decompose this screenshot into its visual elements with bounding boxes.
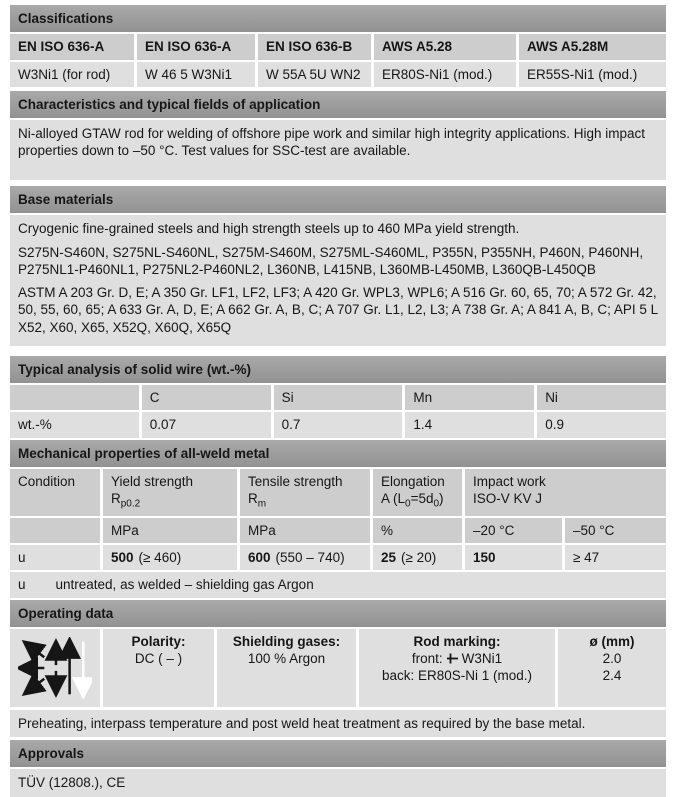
rod-marking-label: Rod marking:: [413, 633, 501, 649]
mech-yield-value: [103, 545, 237, 570]
mech-unit-empty: [10, 518, 100, 543]
elongation-paren: ): [439, 491, 444, 507]
shielding-gases-value: 100 % Argon: [247, 651, 326, 667]
diameter-label: ø (mm): [589, 633, 635, 649]
mech-impact20-value: 150: [465, 545, 562, 570]
impact-label: Impact work: [473, 473, 546, 489]
mech-unit-minus50: –50 °C: [565, 518, 666, 543]
yield-subscript: p0.2: [120, 498, 141, 510]
cross-mark-icon: [446, 652, 459, 665]
shielding-gases-label: Shielding gases:: [232, 633, 341, 649]
section-bar-operating: Operating data: [10, 600, 666, 627]
analysis-col-header: C: [142, 385, 271, 410]
mech-header-impact: [465, 469, 666, 516]
section-bar-mechanical: Mechanical properties of all-weld metal: [10, 440, 666, 467]
operating-rod-marking-cell: [359, 629, 555, 707]
section-bar-classifications: Classifications: [10, 5, 666, 32]
mech-header-yield: [103, 469, 237, 516]
approvals-value: TÜV (12808.), CE: [10, 769, 666, 796]
operating-positions-cell: [10, 629, 100, 707]
mech-header-tensile: [240, 469, 370, 516]
rod-front-value: W3Ni1: [461, 651, 503, 667]
classifications-value: W3Ni1 (for rod): [10, 62, 134, 87]
rod-front-prefix: front:: [411, 651, 443, 667]
classifications-value: ER80S-Ni1 (mod.): [374, 62, 516, 87]
classifications-table: [10, 34, 666, 87]
analysis-col-header: Mn: [405, 385, 534, 410]
classifications-value: ER55S-Ni1 (mod.): [519, 62, 666, 87]
mech-unit-mpa: MPa: [240, 518, 370, 543]
section-bar-base-materials: Base materials: [10, 186, 666, 213]
elongation-value-range: (≥ 20): [401, 550, 437, 565]
analysis-row-label: wt.-%: [10, 412, 139, 437]
analysis-table: [10, 385, 666, 438]
base-materials-paragraph: Cryogenic fine-grained steels and high strength steels up to 460 MPa yield strength.: [18, 221, 520, 237]
analysis-col-header: Si: [274, 385, 403, 410]
classifications-col-header: EN ISO 636-A: [10, 34, 134, 59]
analysis-value: 0.9: [537, 412, 666, 437]
operating-table: [10, 629, 666, 707]
operating-shielding-cell: [217, 629, 356, 707]
mech-header-condition: Condition: [10, 469, 100, 516]
base-materials-paragraph: ASTM A 203 Gr. D, E; A 350 Gr. LF1, LF2, LF3; A 420 Gr. WPL3, WPL6; A 516 Gr. 60, 65, 70; A 572 Gr. 42, 50, 55, 60, 65; A 633 Gr. A, D, E; A 662 Gr. A, B, C; A 707 Gr. L1, L2, L3; A 738 Gr. A; A 841 A, B, C; API 5 L X52, X60, X65, X52Q, X60Q, X65Q: [18, 285, 658, 335]
mech-footnote: [10, 572, 666, 597]
classifications-col-header: EN ISO 636-A: [137, 34, 255, 59]
elongation-sub0b: 0: [433, 498, 440, 510]
mech-impact50-value: ≥ 47: [565, 545, 666, 570]
mech-unit-minus20: –20 °C: [465, 518, 562, 543]
polarity-value: DC ( – ): [134, 651, 183, 667]
tensile-value-bold: 600: [248, 550, 271, 565]
diameter-value: 2.0: [602, 651, 622, 667]
section-bar-analysis: Typical analysis of solid wire (wt.-%): [10, 356, 666, 383]
classifications-value: W 46 5 W3Ni1: [137, 62, 255, 87]
elongation-sub0: 0: [405, 498, 411, 510]
rod-back-value: back: ER80S-Ni 1 (mod.): [381, 668, 533, 684]
yield-label: Yield strength: [111, 473, 194, 489]
tensile-subscript: m: [257, 498, 267, 510]
mech-header-elongation: [373, 469, 462, 516]
footnote-text: untreated, as welded – shielding gas Argon: [55, 577, 314, 593]
section-bar-approvals: Approvals: [10, 740, 666, 767]
section-bar-characteristics: Characteristics and typical fields of application: [10, 91, 666, 118]
yield-symbol: R: [111, 491, 121, 507]
yield-value-range: (≥ 460): [138, 550, 182, 565]
operating-diameter-cell: [558, 629, 666, 707]
analysis-value: 0.7: [274, 412, 403, 437]
analysis-col-header: Ni: [537, 385, 666, 410]
yield-value-bold: 500: [111, 550, 134, 565]
diameter-value: 2.4: [602, 668, 622, 684]
elongation-symbol2: =5d: [410, 491, 434, 507]
operating-polarity-cell: [103, 629, 214, 707]
mech-condition-value: u: [10, 545, 100, 570]
mech-elongation-value: [373, 545, 462, 570]
classifications-value: W 55A 5U WN2: [258, 62, 371, 87]
welding-positions-icon: [18, 637, 92, 699]
tensile-value-range: (550 – 740): [275, 550, 345, 565]
impact-standard: ISO-V KV J: [473, 491, 543, 507]
elongation-symbol: A (L: [381, 491, 406, 507]
base-materials-paragraph: S275N-S460N, S275NL-S460NL, S275M-S460M, S275ML-S460ML, P355N, P355NH, P460N, P460NH, P275NL1-P460NL1, P275NL2-P460NL2, L360NB, L415NB, L360MB-L450MB, L360QB-L450QB: [18, 244, 644, 277]
mechanical-table: [10, 469, 666, 598]
classifications-col-header: AWS A5.28M: [519, 34, 666, 59]
characteristics-text: Ni-alloyed GTAW rod for welding of offshore pipe work and similar high integrity applications. High impact properties down to –50 °C. Test values for SSC-test are available.: [10, 120, 666, 180]
tensile-symbol: R: [248, 491, 258, 507]
mech-tensile-value: [240, 545, 370, 570]
classifications-col-header: AWS A5.28: [374, 34, 516, 59]
polarity-label: Polarity:: [131, 633, 186, 649]
base-materials-text: [10, 215, 666, 346]
mech-unit-mpa: MPa: [103, 518, 237, 543]
footnote-key: u: [18, 577, 26, 593]
elongation-value-bold: 25: [381, 550, 397, 565]
mech-unit-percent: %: [373, 518, 462, 543]
tensile-label: Tensile strength: [248, 473, 343, 489]
analysis-value: 1.4: [405, 412, 534, 437]
analysis-value: 0.07: [142, 412, 271, 437]
preheating-note: Preheating, interpass temperature and post weld heat treatment as required by the base metal.: [10, 710, 666, 737]
classifications-col-header: EN ISO 636-B: [258, 34, 371, 59]
elongation-label: Elongation: [381, 473, 445, 489]
analysis-col-header-empty: [10, 385, 139, 410]
